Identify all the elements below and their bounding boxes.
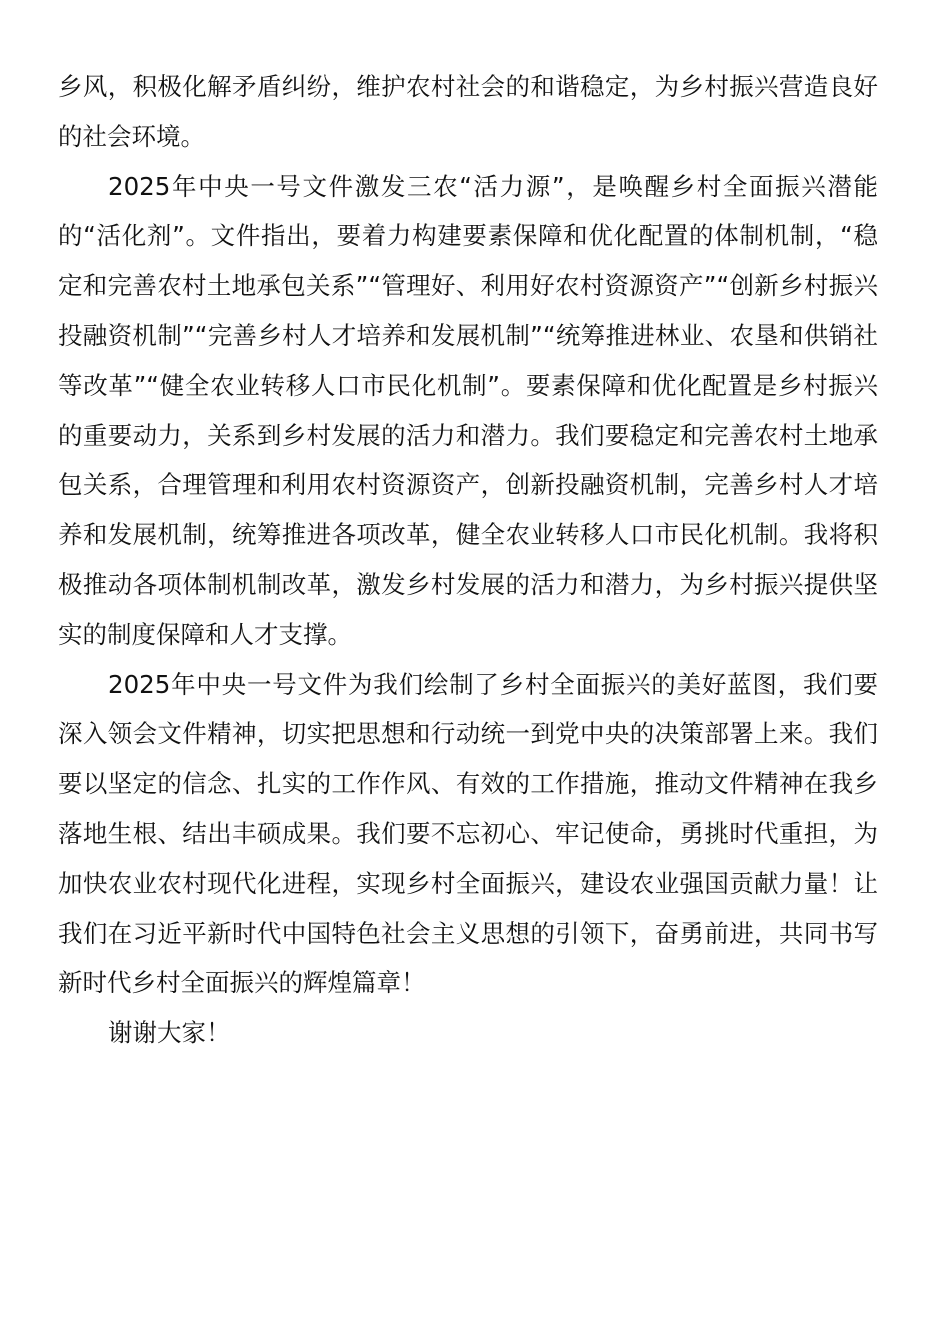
paragraph-continuation: 乡风，积极化解矛盾纠纷，维护农村社会的和谐稳定，为乡村振兴营造良好的社会环境。 [58, 72, 878, 151]
document-body [58, 62, 878, 1058]
paragraph-vitality: 2025年中央一号文件激发三农“活力源”，是唤醒乡村全面振兴潜能的“活化剂”。文件指出，要着力构建要素保障和优化配置的体制机制，“稳定和完善农村土地承包关系”“管理好、利用好农村资源资产”“创新乡村振兴投融资机制”“完善乡村人才培养和发展机制”“统筹推进林业、农垦和供销社等改革”“健全农业转移人口市民化机制”。要素保障和优化配置是乡村振兴的重要动力，关系到乡村发展的活力和潜力。我们要稳定和完善农村土地承包关系，合理管理和利用农村资源资产，创新投融资机制，完善乡村人才培养和发展机制，统筹推进各项改革，健全农业转移人口市民化机制。我将积极推动各项体制机制改革，激发乡村发展的活力和潜力，为乡村振兴提供坚实的制度保障和人才支撑。 [58, 171, 878, 649]
paragraph-blueprint: 2025年中央一号文件为我们绘制了乡村全面振兴的美好蓝图，我们要深入领会文件精神，切实把思想和行动统一到党中央的决策部署上来。我们要以坚定的信念、扎实的工作作风、有效的工作措施，推动文件精神在我乡落地生根、结出丰硕成果。我们要不忘初心、牢记使命，勇挑时代重担，为加快农业农村现代化进程，实现乡村全面振兴，建设农业强国贡献力量！让我们在习近平新时代中国特色社会主义思想的引领下，奋勇前进，共同书写新时代乡村全面振兴的辉煌篇章！ [58, 669, 878, 998]
paragraph-closing: 谢谢大家！ [108, 1018, 231, 1048]
